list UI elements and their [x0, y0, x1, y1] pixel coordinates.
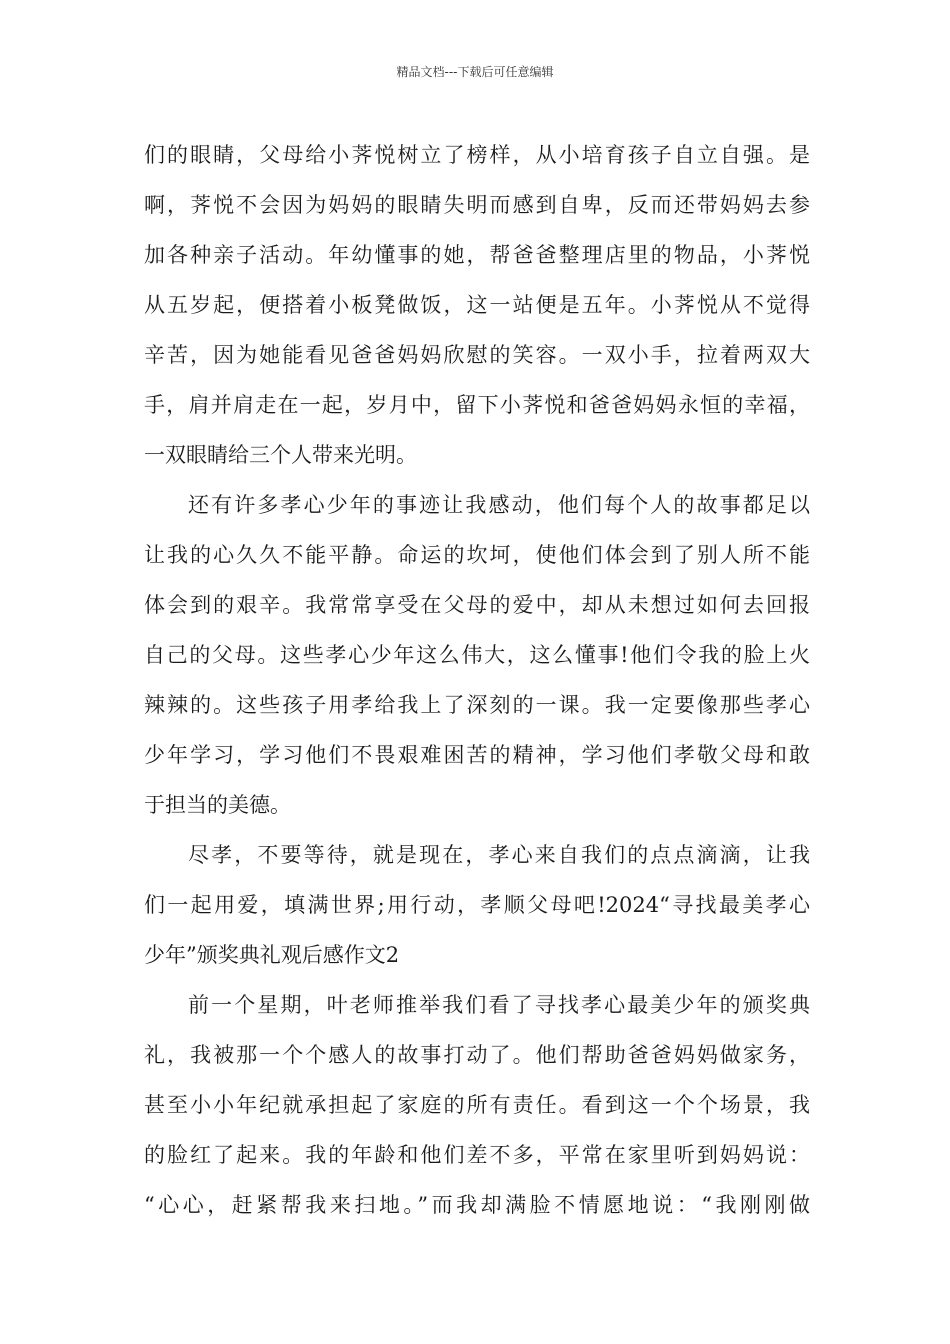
text-line: 的脸红了起来。我的年龄和他们差不多，平常在家里听到妈妈说： [144, 1143, 810, 1167]
text-line: 辛苦，因为她能看见爸爸妈妈欣慰的笑容。一双小手，拉着两双大 [144, 343, 810, 367]
text-line: 一双眼睛给三个人带来光明。 [144, 443, 417, 467]
document-body [144, 130, 810, 1230]
text-line: 体会到的艰辛。我常常享受在父母的爱中，却从未想过如何去回报 [144, 593, 810, 617]
text-line: 甚至小小年纪就承担起了家庭的所有责任。看到这一个个场景，我 [144, 1093, 810, 1117]
text-line: 自己的父母。这些孝心少年这么伟大，这么懂事!他们令我的脸上火 [144, 643, 810, 667]
text-line: 还有许多孝心少年的事迹让我感动，他们每个人的故事都足以 [188, 493, 810, 517]
text-line: 前一个星期，叶老师推举我们看了寻找孝心最美少年的颁奖典 [188, 993, 810, 1017]
text-line: 们的眼睛，父母给小荠悦树立了榜样，从小培育孩子自立自强。是 [144, 143, 810, 167]
text-line: 们一起用爱，填满世界;用行动，孝顺父母吧!2024“寻找最美孝心 [144, 893, 810, 917]
text-line: 让我的心久久不能平静。命运的坎坷，使他们体会到了别人所不能 [144, 543, 810, 567]
text-line: 从五岁起，便搭着小板凳做饭，这一站便是五年。小荠悦从不觉得 [144, 293, 810, 317]
page-header: 精品文档---下载后可任意编辑 [396, 65, 554, 79]
text-line: 尽孝，不要等待，就是现在，孝心来自我们的点点滴滴，让我 [188, 843, 810, 867]
text-line: 少年学习，学习他们不畏艰难困苦的精神，学习他们孝敬父母和敢 [144, 743, 810, 767]
text-line: 辣辣的。这些孩子用孝给我上了深刻的一课。我一定要像那些孝心 [144, 693, 810, 717]
text-line: 少年”颁奖典礼观后感作文2 [144, 943, 400, 967]
paragraph-2 [144, 480, 810, 830]
text-line: 手，肩并肩走在一起，岁月中，留下小荠悦和爸爸妈妈永恒的幸福， [144, 393, 810, 417]
text-line: 啊，荠悦不会因为妈妈的眼睛失明而感到自卑，反而还带妈妈去参 [144, 193, 810, 217]
paragraph-4 [144, 980, 810, 1230]
text-line: “心心，赶紧帮我来扫地。”而我却满脸不情愿地说：“我刚刚做 [144, 1193, 810, 1217]
text-line: 加各种亲子活动。年幼懂事的她，帮爸爸整理店里的物品，小荠悦 [144, 243, 810, 267]
paragraph-1 [144, 130, 810, 480]
paragraph-3 [144, 830, 810, 980]
text-line: 于担当的美德。 [144, 793, 291, 817]
text-line: 礼，我被那一个个感人的故事打动了。他们帮助爸爸妈妈做家务， [144, 1043, 810, 1067]
